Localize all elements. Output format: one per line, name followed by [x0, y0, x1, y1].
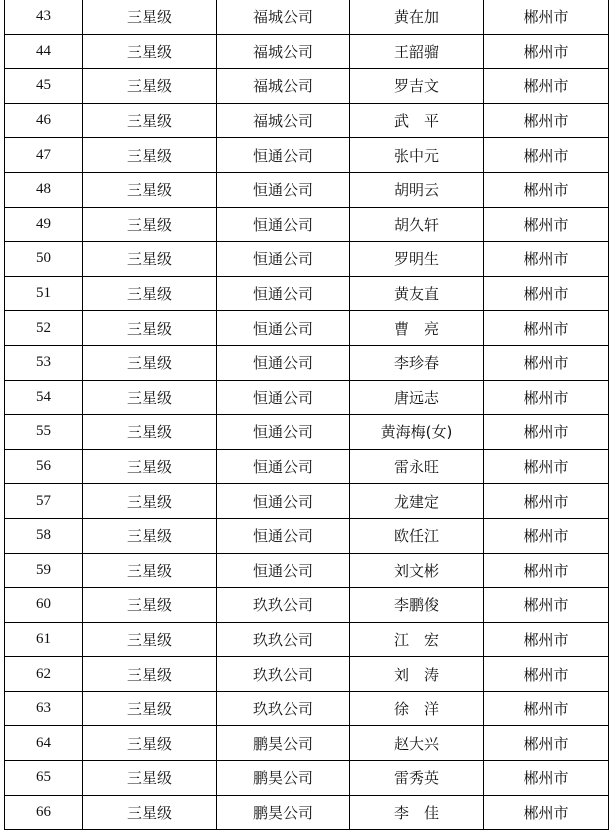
city-cell: 郴州市	[484, 69, 609, 104]
city-cell: 郴州市	[484, 138, 609, 173]
company-cell: 恒通公司	[217, 138, 350, 173]
person-name-cell: 徐 洋	[350, 691, 484, 726]
row-number-cell: 44	[5, 34, 83, 69]
person-name-cell: 张中元	[350, 138, 484, 173]
city-cell: 郴州市	[484, 103, 609, 138]
star-level-cell: 三星级	[83, 138, 217, 173]
table-row	[5, 795, 609, 830]
table-row	[5, 380, 609, 415]
city-cell: 郴州市	[484, 276, 609, 311]
star-level-cell: 三星级	[83, 380, 217, 415]
table-row	[5, 172, 609, 207]
table-row	[5, 415, 609, 450]
star-level-cell: 三星级	[83, 657, 217, 692]
star-level-cell: 三星级	[83, 242, 217, 277]
row-number-cell: 52	[5, 311, 83, 346]
person-name-cell: 罗明生	[350, 242, 484, 277]
star-level-cell: 三星级	[83, 34, 217, 69]
company-cell: 福城公司	[217, 0, 350, 34]
city-cell: 郴州市	[484, 726, 609, 761]
star-level-cell: 三星级	[83, 103, 217, 138]
row-number-cell: 48	[5, 172, 83, 207]
company-cell: 恒通公司	[217, 172, 350, 207]
person-name-cell: 李 佳	[350, 795, 484, 830]
table-row	[5, 726, 609, 761]
person-name-cell: 李鹏俊	[350, 588, 484, 623]
company-cell: 恒通公司	[217, 553, 350, 588]
city-cell: 郴州市	[484, 622, 609, 657]
person-name-cell: 曹 亮	[350, 311, 484, 346]
table-row	[5, 691, 609, 726]
company-cell: 恒通公司	[217, 242, 350, 277]
star-level-cell: 三星级	[83, 0, 217, 34]
company-cell: 福城公司	[217, 34, 350, 69]
row-number-cell: 53	[5, 345, 83, 380]
row-number-cell: 61	[5, 622, 83, 657]
person-name-cell: 胡久轩	[350, 207, 484, 242]
row-number-cell: 43	[5, 0, 83, 34]
company-cell: 恒通公司	[217, 276, 350, 311]
person-name-cell: 江 宏	[350, 622, 484, 657]
row-number-cell: 65	[5, 761, 83, 796]
table-row	[5, 657, 609, 692]
row-number-cell: 60	[5, 588, 83, 623]
person-name-cell: 刘 涛	[350, 657, 484, 692]
table-row	[5, 484, 609, 519]
table-row	[5, 518, 609, 553]
city-cell: 郴州市	[484, 761, 609, 796]
company-cell: 玖玖公司	[217, 588, 350, 623]
city-cell: 郴州市	[484, 34, 609, 69]
company-cell: 恒通公司	[217, 311, 350, 346]
company-cell: 恒通公司	[217, 207, 350, 242]
person-name-cell: 欧任江	[350, 518, 484, 553]
row-number-cell: 57	[5, 484, 83, 519]
company-cell: 鹏昊公司	[217, 761, 350, 796]
company-cell: 福城公司	[217, 69, 350, 104]
person-name-cell: 雷永旺	[350, 449, 484, 484]
row-number-cell: 46	[5, 103, 83, 138]
star-level-cell: 三星级	[83, 622, 217, 657]
roster-table-body	[5, 0, 609, 830]
city-cell: 郴州市	[484, 657, 609, 692]
company-cell: 恒通公司	[217, 449, 350, 484]
city-cell: 郴州市	[484, 380, 609, 415]
star-level-cell: 三星级	[83, 726, 217, 761]
table-row	[5, 588, 609, 623]
person-name-cell: 刘文彬	[350, 553, 484, 588]
company-cell: 玖玖公司	[217, 691, 350, 726]
row-number-cell: 51	[5, 276, 83, 311]
city-cell: 郴州市	[484, 449, 609, 484]
star-level-cell: 三星级	[83, 69, 217, 104]
star-level-cell: 三星级	[83, 415, 217, 450]
person-name-cell: 龙建定	[350, 484, 484, 519]
row-number-cell: 56	[5, 449, 83, 484]
person-name-cell: 胡明云	[350, 172, 484, 207]
row-number-cell: 62	[5, 657, 83, 692]
city-cell: 郴州市	[484, 691, 609, 726]
company-cell: 恒通公司	[217, 415, 350, 450]
city-cell: 郴州市	[484, 553, 609, 588]
table-row	[5, 207, 609, 242]
table-row	[5, 276, 609, 311]
row-number-cell: 59	[5, 553, 83, 588]
star-level-cell: 三星级	[83, 795, 217, 830]
row-number-cell: 50	[5, 242, 83, 277]
city-cell: 郴州市	[484, 242, 609, 277]
city-cell: 郴州市	[484, 484, 609, 519]
person-name-cell: 雷秀英	[350, 761, 484, 796]
table-row	[5, 449, 609, 484]
table-row	[5, 242, 609, 277]
person-name-cell: 王韶骝	[350, 34, 484, 69]
star-level-cell: 三星级	[83, 691, 217, 726]
row-number-cell: 45	[5, 69, 83, 104]
row-number-cell: 54	[5, 380, 83, 415]
star-level-cell: 三星级	[83, 484, 217, 519]
company-cell: 鹏昊公司	[217, 795, 350, 830]
table-row	[5, 103, 609, 138]
star-level-cell: 三星级	[83, 761, 217, 796]
company-cell: 玖玖公司	[217, 622, 350, 657]
row-number-cell: 64	[5, 726, 83, 761]
table-row	[5, 311, 609, 346]
table-row	[5, 761, 609, 796]
city-cell: 郴州市	[484, 795, 609, 830]
row-number-cell: 63	[5, 691, 83, 726]
table-row	[5, 345, 609, 380]
star-level-cell: 三星级	[83, 276, 217, 311]
company-cell: 恒通公司	[217, 518, 350, 553]
row-number-cell: 49	[5, 207, 83, 242]
table-row	[5, 34, 609, 69]
company-cell: 玖玖公司	[217, 657, 350, 692]
table-row	[5, 553, 609, 588]
table-row	[5, 0, 609, 34]
table-row	[5, 622, 609, 657]
city-cell: 郴州市	[484, 518, 609, 553]
roster-table	[4, 0, 609, 830]
person-name-cell: 李珍春	[350, 345, 484, 380]
table-row	[5, 138, 609, 173]
company-cell: 鹏昊公司	[217, 726, 350, 761]
city-cell: 郴州市	[484, 588, 609, 623]
row-number-cell: 58	[5, 518, 83, 553]
city-cell: 郴州市	[484, 0, 609, 34]
star-level-cell: 三星级	[83, 553, 217, 588]
city-cell: 郴州市	[484, 345, 609, 380]
city-cell: 郴州市	[484, 415, 609, 450]
star-level-cell: 三星级	[83, 207, 217, 242]
person-name-cell: 罗吉文	[350, 69, 484, 104]
company-cell: 恒通公司	[217, 484, 350, 519]
star-level-cell: 三星级	[83, 518, 217, 553]
person-name-cell: 唐远志	[350, 380, 484, 415]
star-level-cell: 三星级	[83, 449, 217, 484]
row-number-cell: 55	[5, 415, 83, 450]
row-number-cell: 47	[5, 138, 83, 173]
star-level-cell: 三星级	[83, 345, 217, 380]
city-cell: 郴州市	[484, 311, 609, 346]
person-name-cell: 武 平	[350, 103, 484, 138]
person-name-cell: 黄友直	[350, 276, 484, 311]
star-level-cell: 三星级	[83, 311, 217, 346]
person-name-cell: 黄海梅(女)	[350, 415, 484, 450]
person-name-cell: 赵大兴	[350, 726, 484, 761]
person-name-cell: 黄在加	[350, 0, 484, 34]
row-number-cell: 66	[5, 795, 83, 830]
company-cell: 恒通公司	[217, 380, 350, 415]
star-level-cell: 三星级	[83, 588, 217, 623]
company-cell: 福城公司	[217, 103, 350, 138]
table-row	[5, 69, 609, 104]
company-cell: 恒通公司	[217, 345, 350, 380]
city-cell: 郴州市	[484, 172, 609, 207]
star-level-cell: 三星级	[83, 172, 217, 207]
city-cell: 郴州市	[484, 207, 609, 242]
